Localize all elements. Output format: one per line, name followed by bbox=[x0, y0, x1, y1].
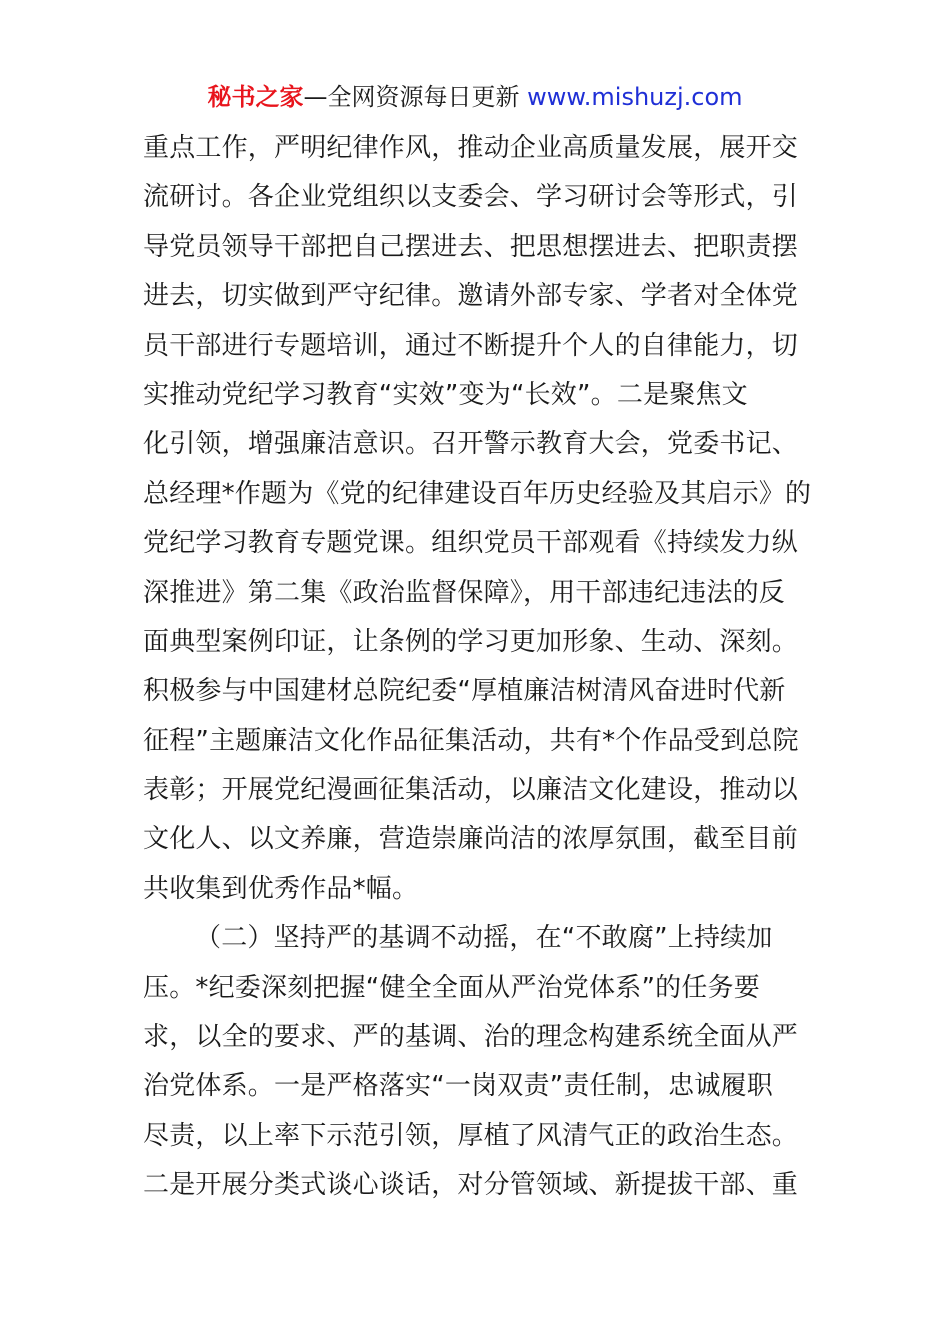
text-line: 实推动党纪学习教育“实效”变为“长效”。二是聚焦文 bbox=[143, 379, 748, 410]
text-line: 流研讨。各企业党组织以支委会、学习研讨会等形式，引 bbox=[143, 182, 799, 213]
text-line: 治党体系。一是严格落实“一岗双责”责任制，忠诚履职 bbox=[143, 1071, 773, 1102]
text-line: 重点工作，严明纪律作风，推动企业高质量发展，展开交 bbox=[143, 133, 799, 163]
brand-name: 秘书之家 bbox=[207, 83, 304, 111]
text-line: 共收集到优秀作品*幅。 bbox=[143, 873, 419, 904]
text-line: 二是开展分类式谈心谈话，对分管领域、新提拔干部、重 bbox=[143, 1170, 799, 1201]
text-line: 化引领，增强廉洁意识。召开警示教育大会，党委书记、 bbox=[143, 429, 799, 460]
text-line: 面典型案例印证，让条例的学习更加形象、生动、深刻。 bbox=[143, 626, 799, 657]
text-line: 尽责，以上率下示范引领，厚植了风清气正的政治生态。 bbox=[143, 1120, 799, 1151]
section-heading-line: （二）坚持严的基调不动摇，在“不敢腐”上持续加 bbox=[195, 923, 773, 954]
text-line: 进去，切实做到严守纪律。邀请外部专家、学者对全体党 bbox=[143, 281, 799, 312]
text-line: 表彰；开展党纪漫画征集活动，以廉洁文化建设，推动以 bbox=[143, 775, 799, 806]
text-line: 导党员领导干部把自己摆进去、把思想摆进去、把职责摆 bbox=[143, 231, 799, 262]
text-line: 深推进》第二集《政治监督保障》，用干部违纪违法的反 bbox=[143, 577, 786, 608]
site-url[interactable]: www.mishuzj.com bbox=[527, 83, 743, 111]
text-line: 文化人、以文养廉，营造崇廉尚洁的浓厚氛围，截至目前 bbox=[143, 824, 799, 855]
text-line: 压。*纪委深刻把握“健全全面从严治党体系”的任务要 bbox=[143, 972, 760, 1003]
text-line: 员干部进行专题培训，通过不断提升个人的自律能力，切 bbox=[143, 330, 799, 361]
page-header bbox=[0, 80, 950, 114]
text-line: 党纪学习教育专题党课。组织党员干部观看《持续发力纵 bbox=[143, 528, 799, 559]
text-line: 积极参与中国建材总院纪委“厚植廉洁树清风奋进时代新 bbox=[143, 676, 786, 707]
header-tagline: —全网资源每日更新 bbox=[303, 83, 528, 111]
text-line: 求，以全的要求、严的基调、治的理念构建系统全面从严 bbox=[143, 1022, 799, 1053]
document-body bbox=[143, 124, 812, 1211]
text-line: 总经理*作题为《党的纪律建设百年历史经验及其启示》的 bbox=[143, 478, 812, 509]
text-line: 征程”主题廉洁文化作品征集活动，共有*个作品受到总院 bbox=[143, 725, 799, 756]
